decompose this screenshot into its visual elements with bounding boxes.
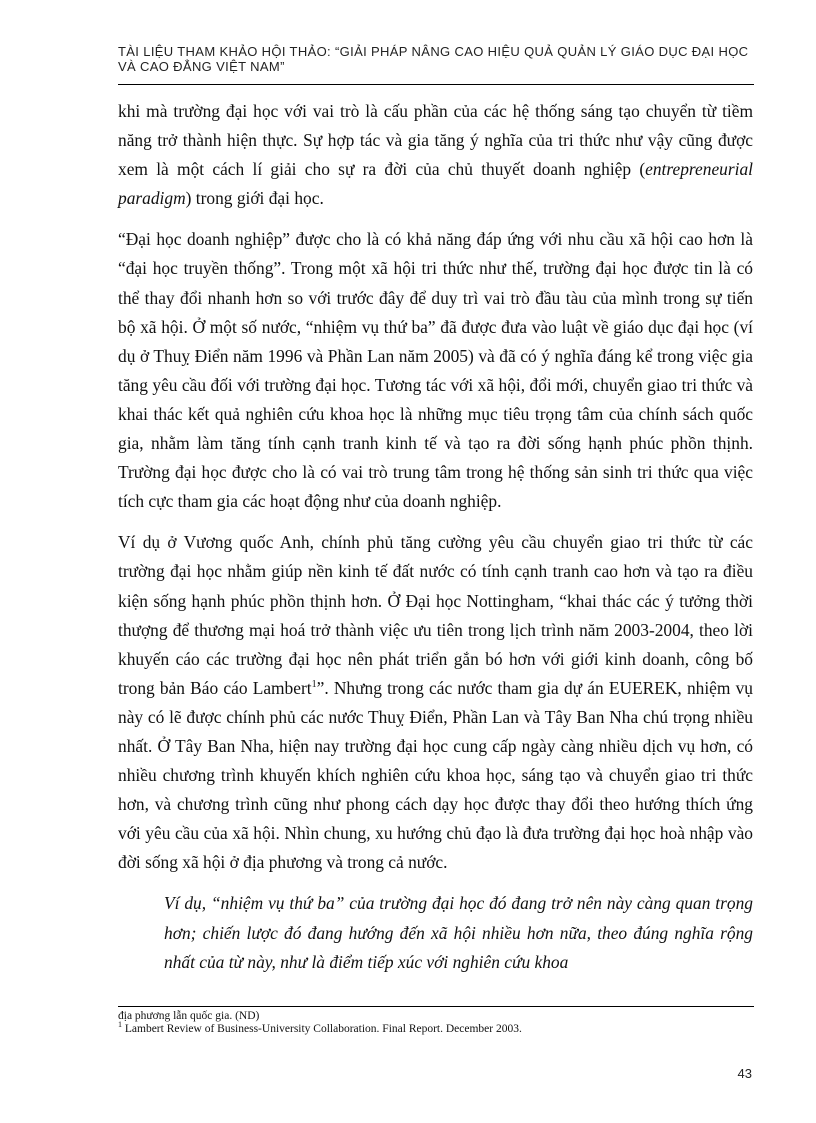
paragraph-3 bbox=[118, 528, 753, 877]
header-divider bbox=[118, 84, 754, 85]
footnote-1-text: Lambert Review of Business-University Collaboration. Final Report. December 2003. bbox=[122, 1023, 522, 1035]
paragraph-1 bbox=[118, 97, 753, 213]
footnote-reference-1: 1 bbox=[311, 678, 317, 690]
paragraph-3-text-a: Ví dụ ở Vương quốc Anh, chính phủ tăng cường yêu cầu chuyển giao tri thức từ các trường đại học nhằm giúp nền kinh tế đất nước có tính cạnh tranh cao hơn và tạo ra điều kiện sống hạnh phúc phồn thịnh hơn. Ở Đại học Nottingham, “khai thác các ý tưởng thời thượng để thương mại hoá trở thành việc ưu tiên trong lịch trình năm 2003-2004, theo lời khuyến cáo các trường đại học nên phát triển gắn bó hơn với giới kinh doanh, công bố trong bản Báo cáo Lambert bbox=[118, 532, 753, 698]
footnote-1-mark: 1 bbox=[118, 1020, 122, 1030]
paragraph-1-italic-term: entrepreneurial paradigm bbox=[118, 159, 753, 209]
footnote-divider bbox=[118, 1006, 754, 1007]
paragraph-2: “Đại học doanh nghiệp” được cho là có khả năng đáp ứng với nhu cầu xã hội cao hơn là “đại học truyền thống”. Trong một xã hội tri thức như thế, trường đại học được tin là có thể thay đổi nhanh hơn so với trước đây để duy trì vai trò đầu tàu của mình trong sự tiến bộ xã hội. Ở một số nước, “nhiệm vụ thứ ba” đã được đưa vào luật về giáo dục đại học (ví dụ ở Thuỵ Điển năm 1996 và Phần Lan năm 2005) và đã có ý nghĩa đáng kể trong việc gia tăng yêu cầu đối với trường đại học. Tương tác với xã hội, đổi mới, chuyển giao tri thức và khai thác kết quả nghiên cứu khoa học là những mục tiêu trọng tâm của chính sách quốc gia, nhằm làm tăng tính cạnh tranh kinh tế và tạo ra đời sống hạnh phúc phồn thịnh. Trường đại học được cho là có vai trò trung tâm trong hệ thống sản sinh tri thức qua việc tích cực tham gia các hoạt động như của doanh nghiệp. bbox=[118, 229, 753, 512]
footnote-continued: địa phương lẫn quốc gia. (ND) bbox=[118, 1010, 260, 1022]
paragraph-1-text-b: ) trong giới đại học. bbox=[185, 188, 324, 209]
paragraph-1-text-a: khi mà trường đại học với vai trò là cấu phần của các hệ thống sáng tạo chuyển từ tiềm năng trở thành hiện thực. Sự hợp tác và gia tăng ý nghĩa của tri thức như vậy cũng được xem là một cách lí giải cho sự ra đời của chủ thuyết doanh nghiệp ( bbox=[118, 101, 753, 180]
running-header: TÀI LIỆU THAM KHẢO HỘI THẢO: “GIẢI PHÁP NÂNG CAO HIỆU QUẢ QUẢN LÝ GIÁO DỤC ĐẠI HỌC VÀ CAO ĐẲNG VIỆT NAM” bbox=[118, 44, 749, 74]
paragraph-3-text-b: ”. Nhưng trong các nước tham gia dự án EUEREK, nhiệm vụ này có lẽ được chính phủ các nước Thuỵ Điển, Phần Lan và Tây Ban Nha chú trọng nhiều nhất. Ở Tây Ban Nha, hiện nay trường đại học cung cấp ngày càng nhiều dịch vụ hơn, có nhiều chương trình khuyến khích nghiên cứu khoa học, sáng tạo và chuyển giao tri thức hơn, và chương trình cũng như phong cách dạy học được thay đổi theo hướng thích ứng với yêu cầu của xã hội. Nhìn chung, xu hướng chủ đạo là đưa trường đại học hoà nhập vào đời sống xã hội ở địa phương và trong cả nước. bbox=[118, 677, 753, 873]
block-quote: Ví dụ, “nhiệm vụ thứ ba” của trường đại học đó đang trở nên này càng quan trọng hơn; chiến lược đó đang hướng đến xã hội nhiều hơn nữa, theo đúng nghĩa rộng nhất của từ này, như là điểm tiếp xúc với nghiên cứu khoa bbox=[164, 893, 753, 972]
page-number: 43 bbox=[737, 1066, 752, 1081]
body-text bbox=[118, 97, 753, 977]
footnotes bbox=[118, 1010, 754, 1036]
footnote-1 bbox=[118, 1020, 754, 1036]
